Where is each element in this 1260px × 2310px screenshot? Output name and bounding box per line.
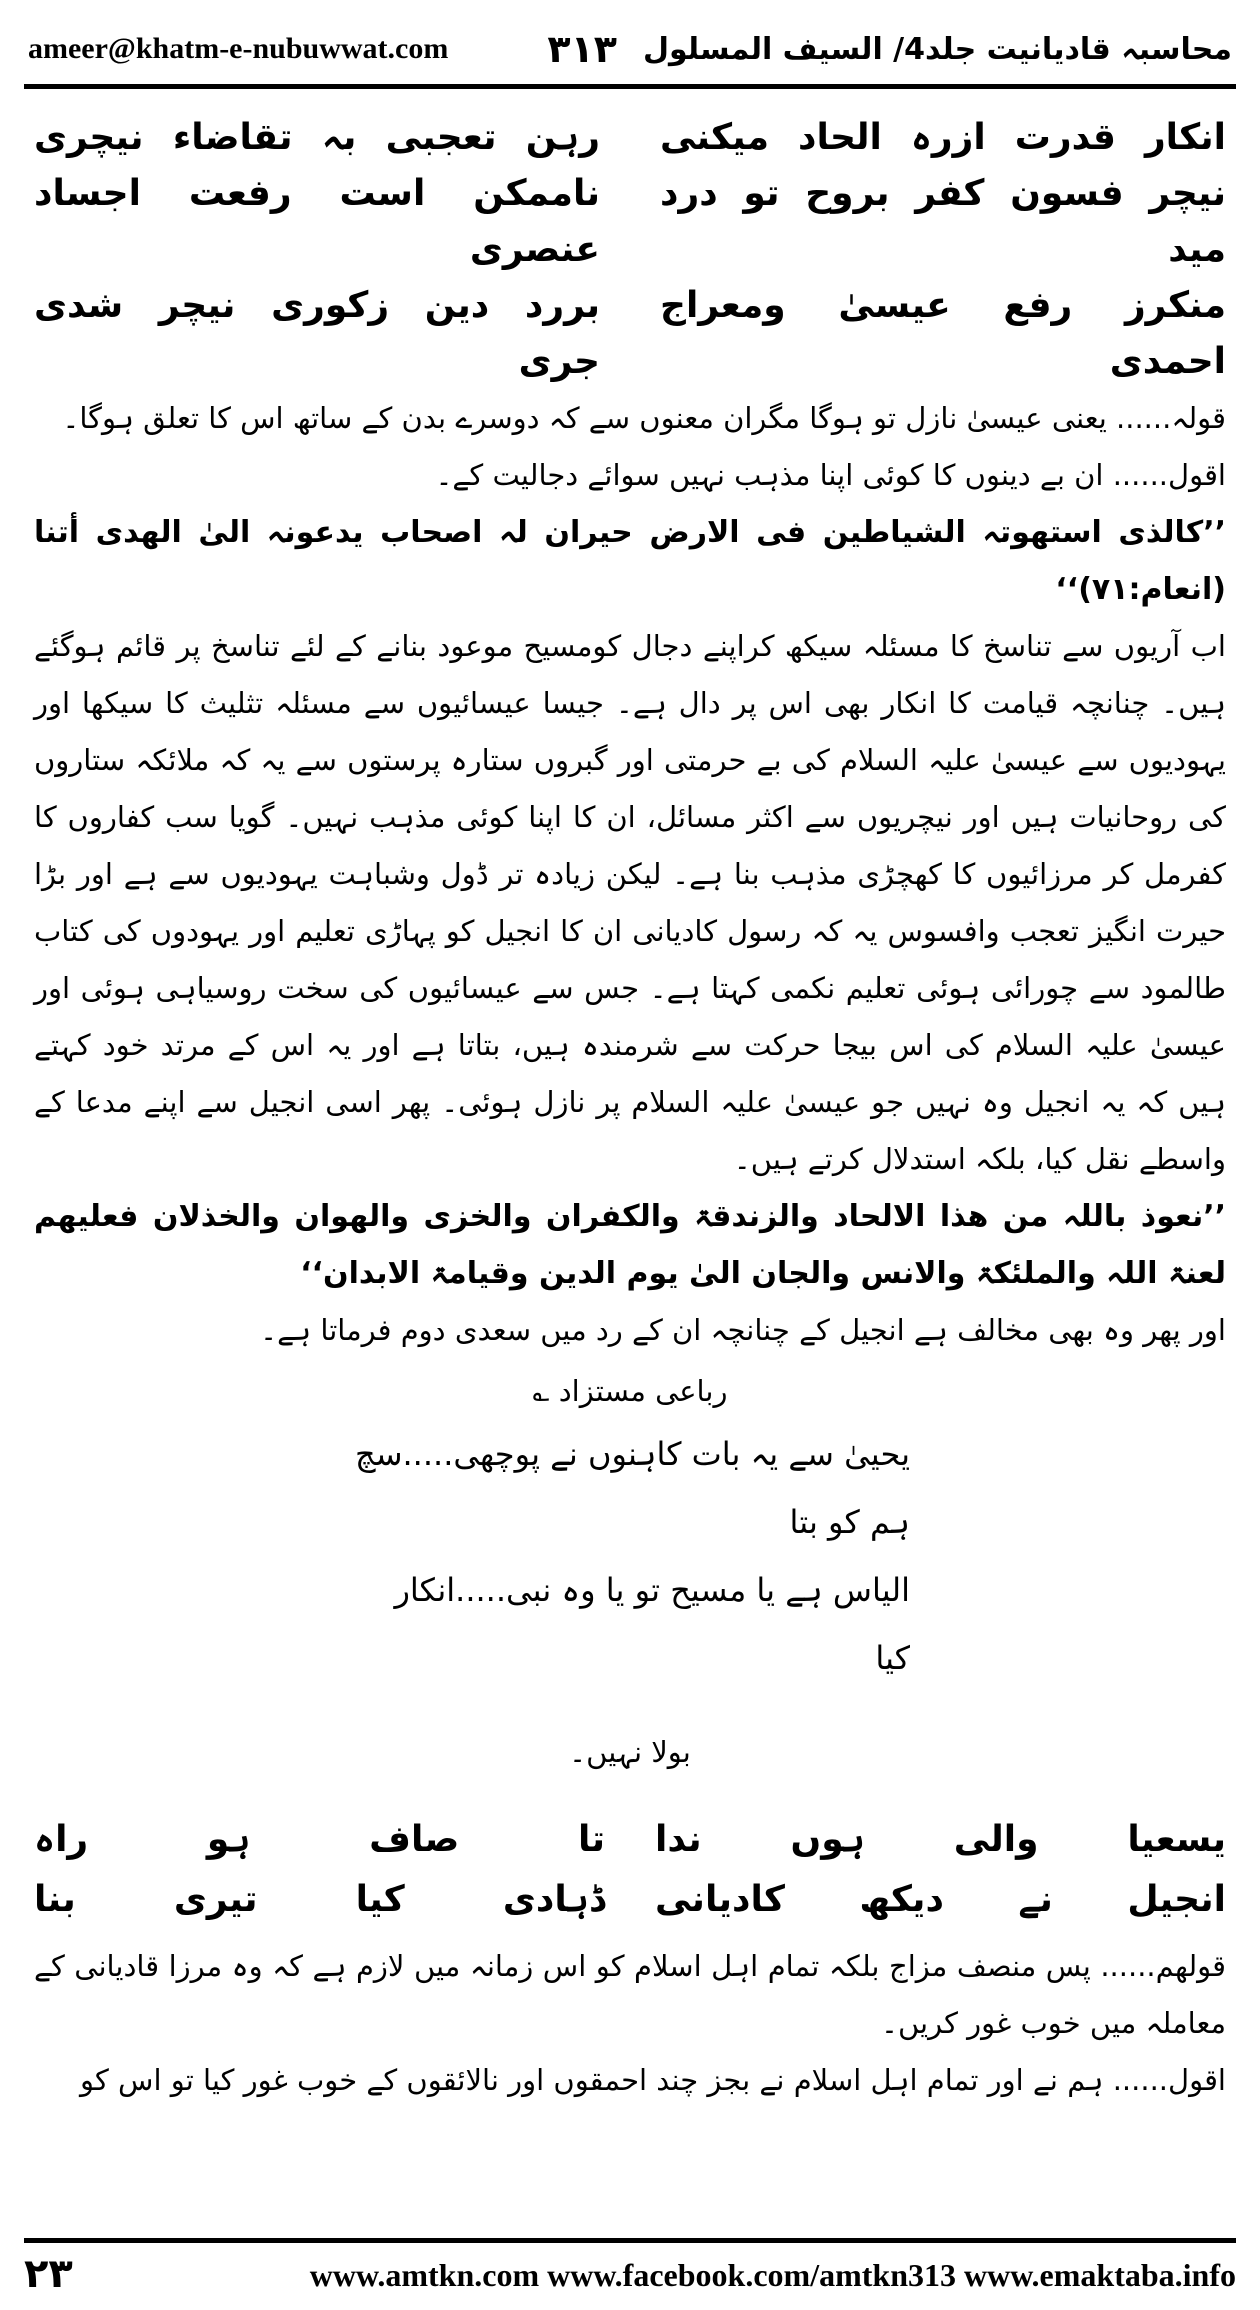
book-title: محاسبہ قادیانیت جلد4/ السیف المسلول xyxy=(642,31,1232,67)
aqool-urdu: اقول...... ان بے دینوں کا کوئی اپنا مذہب نہیں سوائے دجالیت کے۔ xyxy=(435,458,1226,492)
body-paragraph: اب آریوں سے تناسخ کا مسئلہ سیکھ کراپنے دجال کومسیح موعود بنانے کے لئے تناسخ پر قائم ہوگئے ہیں۔ چنانچہ قیامت کا انکار بھی اس پر دال ہے۔ جیسا عیسائیوں سے مسئلہ تثلیث کا سیکھا اور یہودیوں سے عیسیٰ علیہ السلام کی بے حرمتی اور گبروں ستارہ پرستوں سے یہ کہ ملائکہ ستاروں کی روحانیات ہیں اور نیچریوں سے اکثر مسائل، ان کا اپنا کوئی مذہب نہیں۔ گویا سب کفاروں کا کفرمل کر مرزائیوں کا کھچڑی مذہب بنا ہے۔ لیکن زیادہ تر ڈول وشباہت یہودیوں سے ہے اور بڑا حیرت انگیز تعجب وافسوس یہ کہ رسول کادیانی ان کا انجیل کو پہاڑی تعلیم اور یہودوں کی کتاب طالمود سے چورائی ہوئی تعلیم نکمی کہتا ہے۔ جس سے عیسائیوں کی سخت روسیاہی ہوئی اور عیسیٰ علیہ السلام کی اس بیجا حرکت سے شرمندہ ہیں، بتاتا ہے اور یہ اس کے مرتد خود کہتے ہیں کہ یہ انجیل وہ نہیں جو عیسیٰ علیہ السلام پر نازل ہوئی۔ پھر اسی انجیل سے اپنے مدعا کے واسطے نقل کیا، بلکہ استدلال کرتے ہیں۔ xyxy=(34,629,1226,1176)
verse-line: انجیل نے دیکھ کادیانی xyxy=(655,1879,1226,1920)
final-aqool-paragraph: اقول...... ہم نے اور تمام اہل اسلام نے بجز چند احمقوں اور نالائقوں کے خوب غور کیا تو اس کو xyxy=(80,2063,1226,2097)
folio-number: ۲۳ xyxy=(24,2251,73,2297)
urdu-verse-block xyxy=(34,1810,1226,1930)
aqool-paragraph xyxy=(34,447,1226,504)
persian-verse-block xyxy=(34,110,1226,390)
footer-rule xyxy=(24,2238,1236,2243)
footer-links: www.amtkn.com www.facebook.com/amtkn313 www.emaktaba.info xyxy=(309,2256,1236,2293)
page-header xyxy=(28,18,1232,80)
verse-line: بررد دین زکوری نیچر شدی جری xyxy=(34,285,600,382)
qaulahu-paragraph: قولہ...... یعنی عیسیٰ نازل تو ہوگا مگران معنوں سے کہ دوسرے بدن کے ساتھ اس کا تعلق ہوگا۔ xyxy=(62,401,1226,435)
verse-line: منکرز رفع عیسیٰ ومعراج احمدی xyxy=(660,285,1226,382)
verse-line: انکار قدرت ازرہ الحاد میکنی xyxy=(660,117,1226,158)
verse-line: ناممکن است رفعت اجساد عنصری xyxy=(34,173,600,270)
verse-line: تا صاف ہو راہ xyxy=(34,1819,605,1860)
rubai-end: بولا نہیں۔ xyxy=(569,1735,691,1769)
rubai-title: رباعی مستزاد ؎ xyxy=(532,1374,728,1408)
rubai-line: الیاس ہے یا مسیح تو یا وہ نبی.....انکار کیا xyxy=(394,1571,910,1677)
arabic-invocation: ’’نعوذ باللہ من ھذا الالحاد والزندقۃ والکفران والخزی والھوان والخذلان فعلیھم لعنۃ اللہ والملئکۃ والانس والجان الیٰ یوم الدین وقیامۃ الابدان‘‘ xyxy=(34,1199,1226,1291)
page-content xyxy=(34,110,1226,2109)
rubai-line: یحییٰ سے یہ بات کاہنوں نے پوچھی.....سچ ہم کو بتا xyxy=(355,1435,910,1541)
header-title-group xyxy=(547,27,1232,71)
quran-quote: ’’کالذی استھوتہ الشیاطین فی الارض حیران لہ اصحاب یدعونہ الیٰ الھدی أتنا (انعام:۷۱)‘‘ xyxy=(34,515,1226,607)
header-email: ameer@khatm-e-nubuwwat.com xyxy=(28,32,449,65)
saadi-intro: اور پھر وہ بھی مخالف ہے انجیل کے چنانچہ ان کے رد میں سعدی دوم فرماتا ہے۔ xyxy=(260,1313,1226,1347)
rubai-verse xyxy=(350,1420,910,1692)
verse-line: رہن تعجبی بہ تقاضاء نیچری xyxy=(34,117,600,158)
page-number: ۳۱۳ xyxy=(547,27,617,71)
header-rule xyxy=(24,84,1236,89)
verse-line: یسعیا والی ہوں ندا xyxy=(655,1819,1226,1860)
verse-line: ڈہادی کیا تیری بنا xyxy=(34,1879,605,1920)
page-footer xyxy=(24,2238,1236,2300)
verse-line: نیچر فسون کفر بروح تو درد مید xyxy=(660,173,1226,270)
qaulahum-paragraph: قولھم...... پس منصف مزاج بلکہ تمام اہل اسلام کو اس زمانہ میں لازم ہے کہ وہ مرزا قادیانی کے معاملہ میں خوب غور کریں۔ xyxy=(34,1949,1226,2040)
